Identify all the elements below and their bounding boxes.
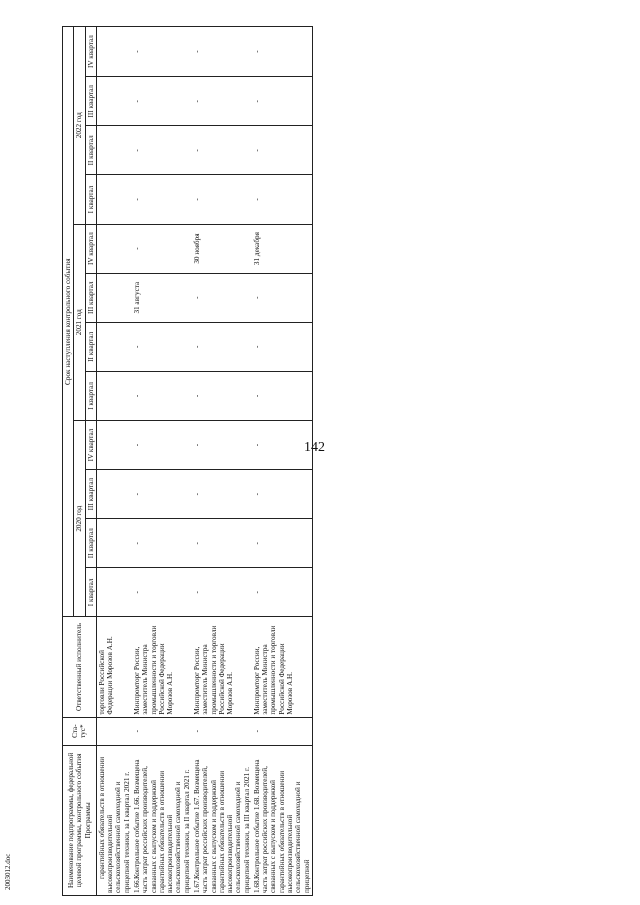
quarter-cell — [96, 322, 132, 371]
quarter-cell: - — [132, 322, 192, 371]
status-cell: - — [192, 717, 252, 745]
quarter-cell: - — [132, 77, 192, 126]
quarter-cell: - — [252, 519, 312, 568]
status-cell — [96, 717, 132, 745]
header-quarter: II квартал — [85, 126, 96, 175]
event-name-cell — [132, 745, 192, 895]
quarter-cell: - — [252, 322, 312, 371]
quarter-cell: 30 ноября — [192, 224, 252, 273]
header-executor: Ответственный исполнитель — [63, 617, 97, 717]
quarter-cell: - — [192, 27, 252, 77]
quarter-cell: - — [192, 568, 252, 617]
header-quarter: II квартал — [85, 322, 96, 371]
header-year: 2022 год — [74, 27, 85, 225]
quarter-cell: - — [192, 77, 252, 126]
header-dates: Срок наступления контрольного события — [63, 27, 74, 617]
quarter-cell: - — [252, 77, 312, 126]
quarter-cell — [96, 519, 132, 568]
quarter-cell: - — [192, 371, 252, 420]
executor-cell: Минпромторг России, заместитель Министра промышленности и торговли Российской Федерации Морозов А.Н. — [252, 617, 312, 717]
quarter-cell: - — [132, 470, 192, 519]
header-quarter: III квартал — [85, 273, 96, 322]
quarter-cell: - — [132, 568, 192, 617]
header-quarter: IV квартал — [85, 224, 96, 273]
quarter-cell: - — [252, 470, 312, 519]
header-name: Наименование подпрограммы, федеральной целевой программы, контрольного события Программы — [63, 745, 97, 895]
quarter-cell: - — [252, 175, 312, 224]
quarter-cell: - — [252, 568, 312, 617]
quarter-cell: - — [132, 519, 192, 568]
event-name-cell — [192, 745, 252, 895]
quarter-cell: - — [132, 420, 192, 469]
table-row — [192, 27, 252, 896]
rotated-page — [62, 26, 612, 896]
quarter-cell: - — [132, 175, 192, 224]
event-name: Контрольное событие 1.67. Возмещена часть затрат российских производителей, связанных с выпуском и поддержкой гарантийных обязательств в отношении высокопроизводительной сельскохозяйственной самоходной и прицепной техники, за III квартал 2021 г. — [192, 759, 251, 893]
table-row — [132, 27, 192, 896]
header-quarter: I квартал — [85, 175, 96, 224]
status-cell: - — [132, 717, 192, 745]
event-name-cell — [96, 745, 132, 895]
header-quarter: I квартал — [85, 371, 96, 420]
quarter-cell: - — [192, 273, 252, 322]
quarter-cell: - — [132, 27, 192, 77]
quarter-cell: - — [192, 175, 252, 224]
quarter-cell — [96, 470, 132, 519]
event-name-cell — [252, 745, 312, 895]
quarter-cell: 31 декабря — [252, 224, 312, 273]
executor-cell: Минпромторг России, заместитель Министра промышленности и торговли Российской Федерации Морозов А.Н. — [132, 617, 192, 717]
event-number: 1.66. — [132, 878, 141, 893]
quarter-cell: - — [252, 371, 312, 420]
header-quarter: IV квартал — [85, 27, 96, 77]
file-name: 2003012.doc — [4, 853, 12, 890]
quarter-cell: - — [132, 224, 192, 273]
event-number: 1.67. — [192, 878, 201, 893]
table-row — [252, 27, 312, 896]
executor-cell: торговли Российской Федерации Морозов А.Н. — [96, 617, 132, 717]
event-name: Контрольное событие 1.66. Возмещена часть затрат российских производителей, связанных с выпуском и поддержкой гарантийных обязательств в отношении высокопроизводительной сельскохозяйственной самоходной и прицепной техники, за II квартал 2021 г. — [132, 759, 191, 893]
quarter-cell: - — [252, 420, 312, 469]
table-row — [96, 27, 132, 896]
quarter-cell: - — [192, 470, 252, 519]
quarter-cell — [96, 175, 132, 224]
quarter-cell — [96, 77, 132, 126]
quarter-cell: - — [192, 420, 252, 469]
event-name: Контрольное событие 1.68. Возмещена часть затрат российских производителей, связанных с выпуском и поддержкой гарантийных обязательств в отношении высокопроизводительной сельскохозяйственной самоходной и прицепной — [252, 759, 311, 893]
quarter-cell — [96, 420, 132, 469]
header-year: 2021 год — [74, 224, 85, 420]
header-quarter: III квартал — [85, 470, 96, 519]
page-number: 142 — [304, 440, 325, 455]
quarter-cell — [96, 568, 132, 617]
header-quarter: III квартал — [85, 77, 96, 126]
executor-cell: Минпромторг России, заместитель Министра промышленности и торговли Российской Федерации Морозов А.Н. — [192, 617, 252, 717]
quarter-cell: 31 августа — [132, 273, 192, 322]
event-name: гарантийных обязательств в отношении высокопроизводительной сельскохозяйственной самоходной и прицепной техники, за I квартал 2021 г. — [97, 756, 131, 893]
event-number: 1.68. — [252, 878, 261, 893]
quarter-cell: - — [132, 126, 192, 175]
quarter-cell: - — [252, 27, 312, 77]
header-status: Ста-тус* — [63, 717, 97, 745]
quarter-cell — [96, 371, 132, 420]
quarter-cell — [96, 273, 132, 322]
quarter-cell: - — [252, 126, 312, 175]
quarter-cell: - — [192, 519, 252, 568]
quarter-cell — [96, 27, 132, 77]
header-year: 2020 год — [74, 420, 85, 616]
header-quarter: II квартал — [85, 519, 96, 568]
quarter-cell — [96, 126, 132, 175]
control-events-table — [62, 26, 313, 896]
header-quarter: I квартал — [85, 568, 96, 617]
quarter-cell: - — [192, 126, 252, 175]
quarter-cell: - — [252, 273, 312, 322]
quarter-cell: - — [132, 371, 192, 420]
status-cell: - — [252, 717, 312, 745]
quarter-cell — [96, 224, 132, 273]
quarter-cell: - — [192, 322, 252, 371]
header-quarter: IV квартал — [85, 420, 96, 469]
